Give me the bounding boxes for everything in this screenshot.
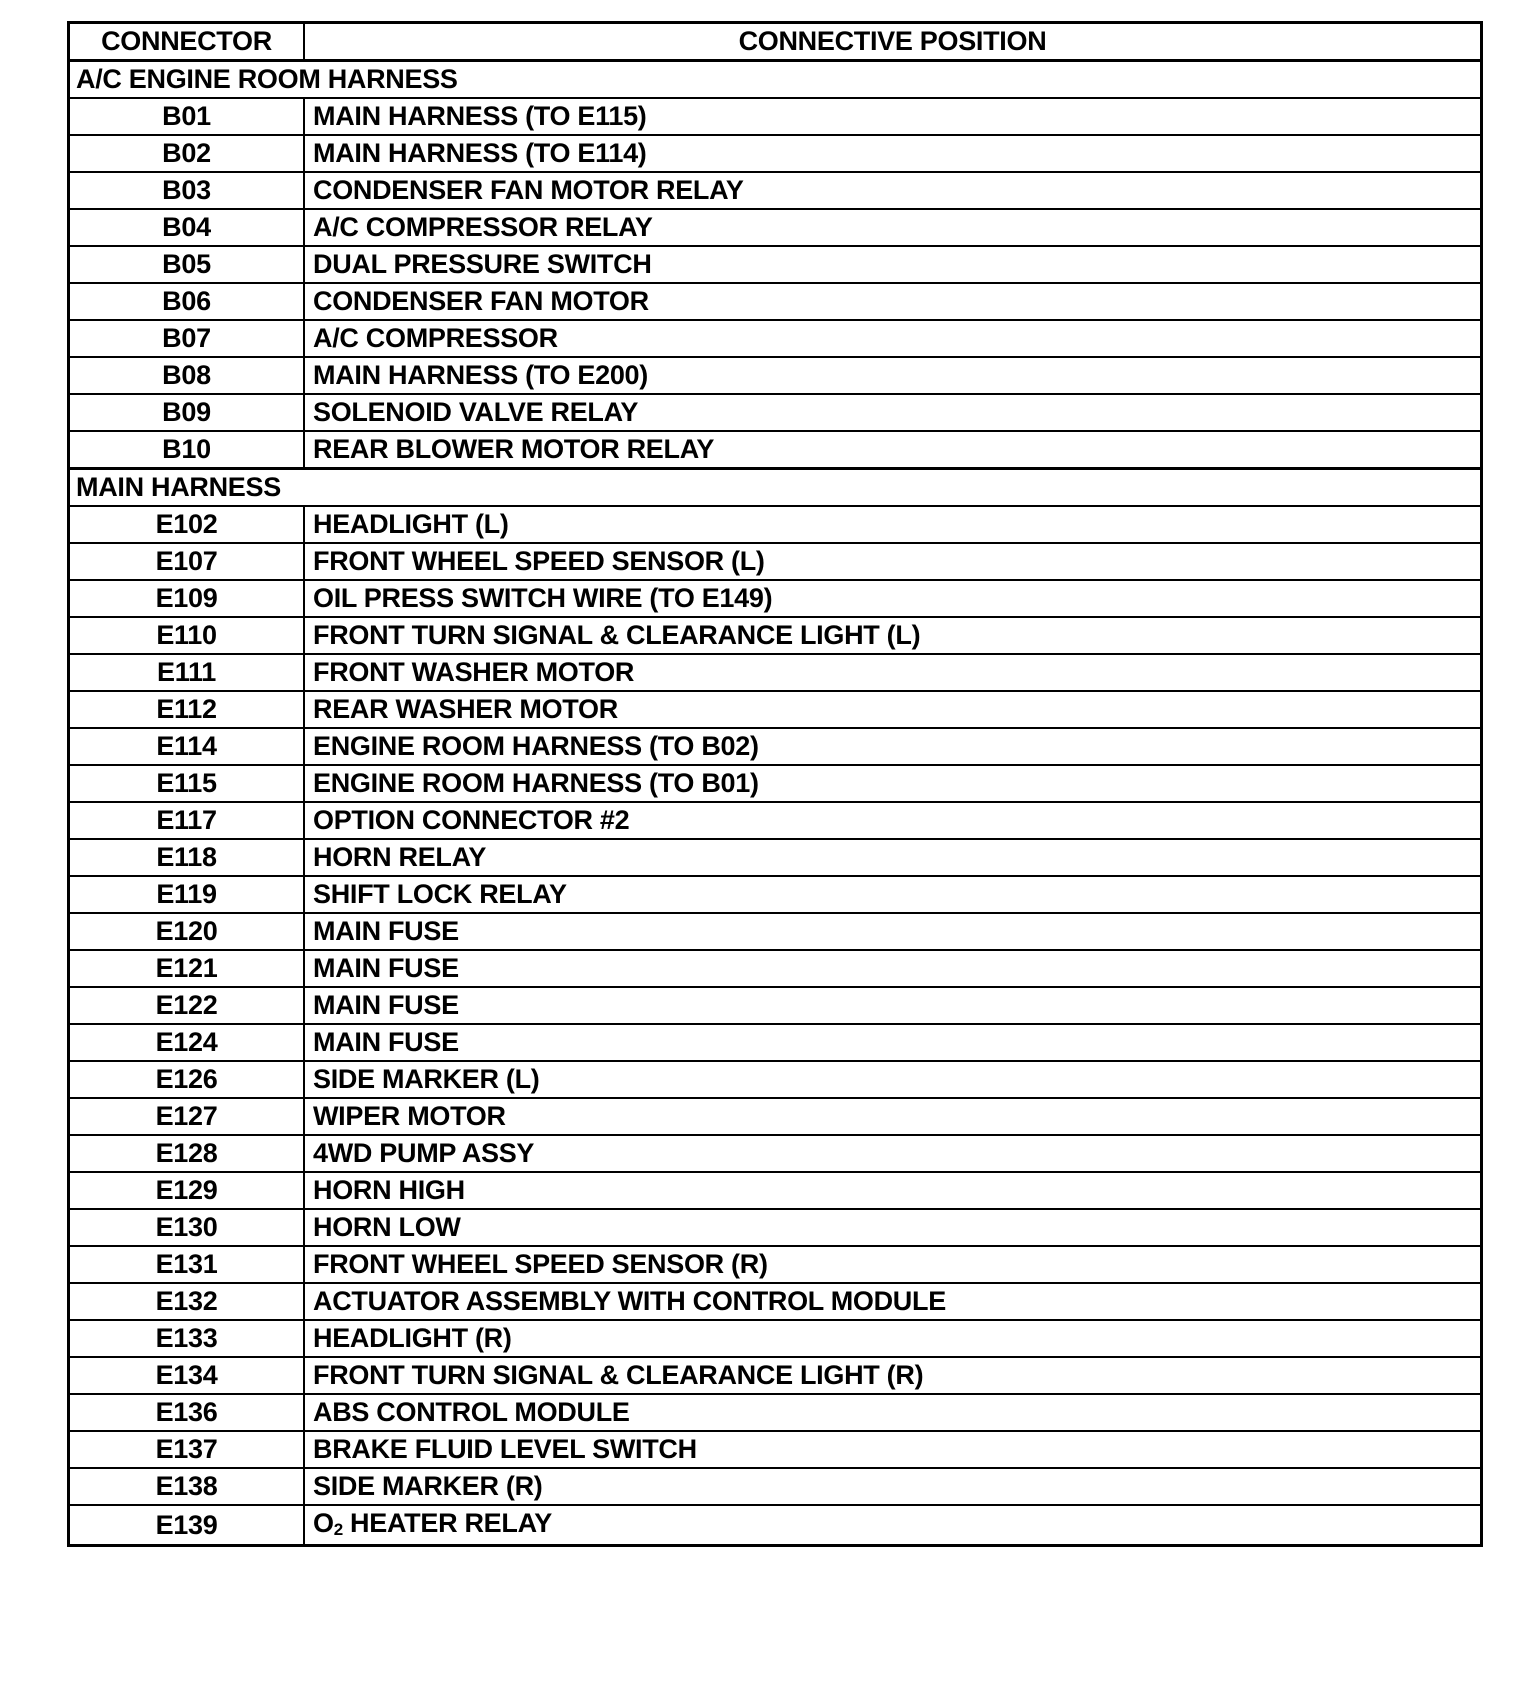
connective-position: HORN HIGH <box>304 1172 1482 1209</box>
table-row <box>69 209 1482 246</box>
connector-code: E128 <box>69 1135 305 1172</box>
connective-position: HORN LOW <box>304 1209 1482 1246</box>
connector-code: E127 <box>69 1098 305 1135</box>
connective-position: MAIN HARNESS (TO E200) <box>304 357 1482 394</box>
table-row <box>69 320 1482 357</box>
connective-position: CONDENSER FAN MOTOR <box>304 283 1482 320</box>
connector-code: B08 <box>69 357 305 394</box>
table-row <box>69 98 1482 135</box>
connective-position: MAIN FUSE <box>304 950 1482 987</box>
connector-code: E110 <box>69 617 305 654</box>
connective-position: HEADLIGHT (R) <box>304 1320 1482 1357</box>
connector-code: E137 <box>69 1431 305 1468</box>
connective-position: WIPER MOTOR <box>304 1098 1482 1135</box>
connective-position: MAIN HARNESS (TO E114) <box>304 135 1482 172</box>
connector-code: E120 <box>69 913 305 950</box>
connector-code: E132 <box>69 1283 305 1320</box>
connective-position: OIL PRESS SWITCH WIRE (TO E149) <box>304 580 1482 617</box>
connective-position: O2 HEATER RELAY <box>304 1505 1482 1546</box>
connector-code: B06 <box>69 283 305 320</box>
connector-table <box>67 21 1483 1547</box>
table-row <box>69 431 1482 469</box>
connector-code: E124 <box>69 1024 305 1061</box>
connective-position: 4WD PUMP ASSY <box>304 1135 1482 1172</box>
table-row <box>69 802 1482 839</box>
connective-position: HORN RELAY <box>304 839 1482 876</box>
connector-code: E102 <box>69 506 305 543</box>
connective-position: FRONT TURN SIGNAL & CLEARANCE LIGHT (L) <box>304 617 1482 654</box>
connector-code: E109 <box>69 580 305 617</box>
connector-code: B10 <box>69 431 305 469</box>
connective-position: DUAL PRESSURE SWITCH <box>304 246 1482 283</box>
table-row <box>69 950 1482 987</box>
connective-position: A/C COMPRESSOR RELAY <box>304 209 1482 246</box>
table-row <box>69 1431 1482 1468</box>
connector-code: E133 <box>69 1320 305 1357</box>
table-row <box>69 357 1482 394</box>
connector-code: B01 <box>69 98 305 135</box>
connector-code: E121 <box>69 950 305 987</box>
connective-position: FRONT TURN SIGNAL & CLEARANCE LIGHT (R) <box>304 1357 1482 1394</box>
connective-position: MAIN FUSE <box>304 1024 1482 1061</box>
table-row <box>69 839 1482 876</box>
table-row <box>69 394 1482 431</box>
connector-code: B05 <box>69 246 305 283</box>
table-row <box>69 987 1482 1024</box>
table-row <box>69 1320 1482 1357</box>
table-row <box>69 1172 1482 1209</box>
table-row <box>69 1505 1482 1546</box>
table-row <box>69 246 1482 283</box>
connector-code: E139 <box>69 1505 305 1546</box>
table-row <box>69 1061 1482 1098</box>
table-row <box>69 1468 1482 1505</box>
table-row <box>69 765 1482 802</box>
connector-code: E114 <box>69 728 305 765</box>
table-row <box>69 1357 1482 1394</box>
table-row <box>69 1098 1482 1135</box>
connective-position: ACTUATOR ASSEMBLY WITH CONTROL MODULE <box>304 1283 1482 1320</box>
table-row <box>69 1209 1482 1246</box>
table-body <box>69 61 1482 1546</box>
connector-code: B07 <box>69 320 305 357</box>
table-row <box>69 654 1482 691</box>
connective-position: BRAKE FLUID LEVEL SWITCH <box>304 1431 1482 1468</box>
connective-position: REAR WASHER MOTOR <box>304 691 1482 728</box>
table-row <box>69 1283 1482 1320</box>
connective-position: SIDE MARKER (L) <box>304 1061 1482 1098</box>
connective-position: MAIN FUSE <box>304 987 1482 1024</box>
connector-code: E136 <box>69 1394 305 1431</box>
table-row <box>69 543 1482 580</box>
connector-code: E115 <box>69 765 305 802</box>
connective-position: SIDE MARKER (R) <box>304 1468 1482 1505</box>
table-row <box>69 580 1482 617</box>
connector-code: E134 <box>69 1357 305 1394</box>
table-row <box>69 172 1482 209</box>
connector-code: B03 <box>69 172 305 209</box>
table-row <box>69 1246 1482 1283</box>
connector-code: E122 <box>69 987 305 1024</box>
connector-code: E130 <box>69 1209 305 1246</box>
connective-position: CONDENSER FAN MOTOR RELAY <box>304 172 1482 209</box>
connector-code: E111 <box>69 654 305 691</box>
table-row <box>69 617 1482 654</box>
connector-code: E118 <box>69 839 305 876</box>
table-row <box>69 876 1482 913</box>
connective-position: MAIN HARNESS (TO E115) <box>304 98 1482 135</box>
table-row <box>69 913 1482 950</box>
section-title: A/C ENGINE ROOM HARNESS <box>69 61 1482 99</box>
table-row <box>69 506 1482 543</box>
column-header-connective-position: CONNECTIVE POSITION <box>304 23 1482 61</box>
table-row <box>69 691 1482 728</box>
connector-code: E138 <box>69 1468 305 1505</box>
table-row <box>69 1394 1482 1431</box>
connector-code: E129 <box>69 1172 305 1209</box>
connective-position: FRONT WHEEL SPEED SENSOR (R) <box>304 1246 1482 1283</box>
connector-code: E119 <box>69 876 305 913</box>
connective-position: SHIFT LOCK RELAY <box>304 876 1482 913</box>
connective-position: FRONT WHEEL SPEED SENSOR (L) <box>304 543 1482 580</box>
section-header-row <box>69 61 1482 99</box>
connective-position: SOLENOID VALVE RELAY <box>304 394 1482 431</box>
column-header-connector: CONNECTOR <box>69 23 305 61</box>
section-header-row <box>69 469 1482 507</box>
connector-code: B09 <box>69 394 305 431</box>
connective-position: REAR BLOWER MOTOR RELAY <box>304 431 1482 469</box>
connective-position: MAIN FUSE <box>304 913 1482 950</box>
table-row <box>69 283 1482 320</box>
connector-code: E112 <box>69 691 305 728</box>
connector-code: B04 <box>69 209 305 246</box>
connective-position: ENGINE ROOM HARNESS (TO B01) <box>304 765 1482 802</box>
connector-code: B02 <box>69 135 305 172</box>
table-row <box>69 1024 1482 1061</box>
table-row <box>69 135 1482 172</box>
connective-position: HEADLIGHT (L) <box>304 506 1482 543</box>
table-row <box>69 1135 1482 1172</box>
connector-code: E107 <box>69 543 305 580</box>
connective-position: ENGINE ROOM HARNESS (TO B02) <box>304 728 1482 765</box>
table-row <box>69 728 1482 765</box>
connective-position: OPTION CONNECTOR #2 <box>304 802 1482 839</box>
connector-code: E117 <box>69 802 305 839</box>
connector-code: E131 <box>69 1246 305 1283</box>
connective-position: A/C COMPRESSOR <box>304 320 1482 357</box>
connector-code: E126 <box>69 1061 305 1098</box>
connective-position: FRONT WASHER MOTOR <box>304 654 1482 691</box>
connective-position: ABS CONTROL MODULE <box>304 1394 1482 1431</box>
table-header-row <box>69 23 1482 61</box>
section-title: MAIN HARNESS <box>69 469 1482 507</box>
